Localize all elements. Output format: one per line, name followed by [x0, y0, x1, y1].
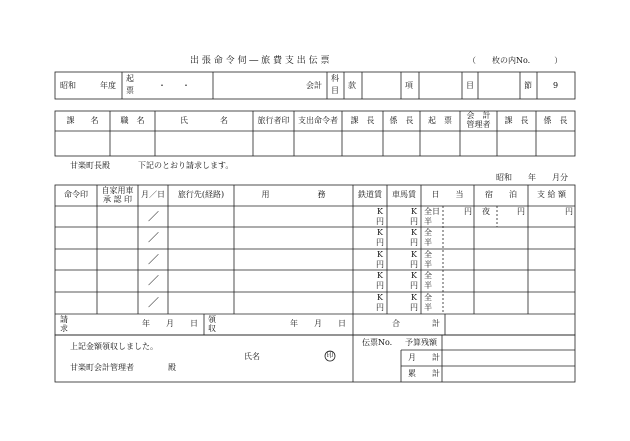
header-section-chief-2: 課 長 — [504, 116, 529, 125]
receipt-label: 領 収 — [208, 315, 216, 333]
full-day-row-5: 全 — [424, 293, 432, 302]
full-day-row-3: 全 — [424, 250, 432, 259]
car-k-row-3: K — [411, 250, 417, 259]
half-day-row-2: 半 — [424, 238, 432, 247]
name-label: 氏名 — [244, 352, 260, 361]
honorific: 殿 — [168, 363, 176, 372]
allowance-yen-row-1: 円 — [464, 207, 472, 216]
addressee: 甘楽町長殿 — [70, 161, 110, 170]
col-lodging: 宿 泊 — [485, 190, 517, 199]
header-section-chief-1: 課 長 — [350, 116, 375, 125]
rail-yen-row-5: 円 — [376, 303, 384, 312]
setsu-value: 9 — [553, 81, 559, 90]
rail-k-row-4: K — [377, 271, 383, 280]
slash-row-5: ／ — [148, 296, 159, 309]
header-subsection-chief-1: 係 長 — [389, 116, 414, 125]
car-yen-row-5: 円 — [410, 303, 418, 312]
rail-yen-row-4: 円 — [376, 281, 384, 290]
header-drafter: 起 票 — [428, 116, 452, 125]
half-day-row-3: 半 — [424, 260, 432, 269]
col-order-seal: 命令印 — [64, 190, 88, 199]
date-dots: ・ ・ — [158, 81, 190, 90]
request-text: 下記のとおり請求します。 — [138, 161, 234, 170]
slash-row-2: ／ — [148, 231, 159, 244]
rail-yen-row-3: 円 — [376, 260, 384, 269]
header-section: 課 名 — [66, 116, 99, 125]
request-label: 請 求 — [60, 315, 68, 333]
moku-label: 目 — [466, 81, 474, 90]
budget-remaining: 予算残額 — [405, 338, 437, 347]
total-label: 合 計 — [392, 319, 440, 328]
lodging-yen-row-1: 円 — [517, 207, 525, 216]
request-date: 年 月 日 — [142, 319, 198, 328]
start-label-1: 起 — [126, 74, 134, 83]
car-k-row-4: K — [411, 271, 417, 280]
rail-k-row-1: K — [377, 207, 383, 216]
col-purpose: 用 務 — [261, 190, 326, 199]
treasurer-label: 甘楽町会計管理者 — [70, 363, 134, 372]
header-name: 氏 名 — [180, 116, 228, 125]
car-yen-row-2: 円 — [410, 238, 418, 247]
col-daily-allowance: 日 当 — [431, 190, 464, 199]
slash-row-4: ／ — [148, 274, 159, 287]
payment-yen-row-1: 円 — [565, 207, 573, 216]
half-day-row-1: 半 — [424, 217, 432, 226]
car-yen-row-1: 円 — [410, 217, 418, 226]
col-payment: 支 給 額 — [536, 190, 567, 199]
header-order-issuer: 支出命令者 — [298, 116, 338, 125]
col-destination: 旅行先(経路) — [177, 190, 225, 199]
header-treasurer: 会 計 管理者 — [466, 111, 491, 129]
rail-k-row-5: K — [377, 293, 383, 302]
kou-label: 項 — [405, 81, 413, 90]
car-k-row-5: K — [411, 293, 417, 302]
item-label-1: 科 — [331, 74, 339, 83]
night-row-1: 夜 — [482, 207, 490, 216]
car-k-row-2: K — [411, 228, 417, 237]
full-day-row-2: 全 — [424, 228, 432, 237]
account-label: 会計 — [306, 81, 322, 90]
cumulative-total: 累 計 — [408, 369, 440, 378]
slash-row-1: ／ — [148, 210, 159, 223]
fiscal-year-label: 年度 — [100, 81, 116, 90]
col-rail-fare: 鉄道賃 — [358, 190, 382, 199]
voucher-no: 伝票No. — [362, 338, 393, 347]
setsu-label: 節 — [524, 81, 532, 90]
kan-label: 款 — [348, 81, 356, 90]
seal-mark: 印 — [326, 351, 334, 359]
era-label: 昭和 — [60, 81, 76, 90]
rail-yen-row-2: 円 — [376, 238, 384, 247]
form-title: 出 張 命 令 伺 ― 旅 費 支 出 伝 票 — [190, 56, 330, 66]
col-car-approval: 自家用車 承 認 印 — [101, 186, 134, 204]
full-day-row-1: 全日 — [424, 207, 440, 216]
date-line: 昭和 年 月分 — [496, 173, 568, 182]
rail-k-row-2: K — [377, 228, 383, 237]
header-subsection-chief-2: 係 長 — [543, 116, 568, 125]
sheet-count: （ 枚の内No. ） — [468, 56, 563, 65]
received-text: 上記金額領収しました。 — [70, 342, 158, 351]
start-label-2: 票 — [126, 86, 134, 95]
rail-k-row-3: K — [377, 250, 383, 259]
car-k-row-1: K — [411, 207, 417, 216]
full-day-row-4: 全 — [424, 271, 432, 280]
car-yen-row-4: 円 — [410, 281, 418, 290]
half-day-row-5: 半 — [424, 303, 432, 312]
monthly-total: 月 計 — [408, 353, 440, 362]
slash-row-3: ／ — [148, 253, 159, 266]
receipt-date: 年 月 日 — [290, 319, 346, 328]
rail-yen-row-1: 円 — [376, 217, 384, 226]
item-label-2: 目 — [331, 86, 339, 95]
header-traveler-seal: 旅行者印 — [257, 116, 290, 125]
half-day-row-4: 半 — [424, 281, 432, 290]
col-month-day: 月／日 — [141, 190, 165, 199]
header-position: 職 名 — [120, 116, 145, 125]
col-car-fare: 車馬賃 — [392, 190, 416, 199]
car-yen-row-3: 円 — [410, 260, 418, 269]
